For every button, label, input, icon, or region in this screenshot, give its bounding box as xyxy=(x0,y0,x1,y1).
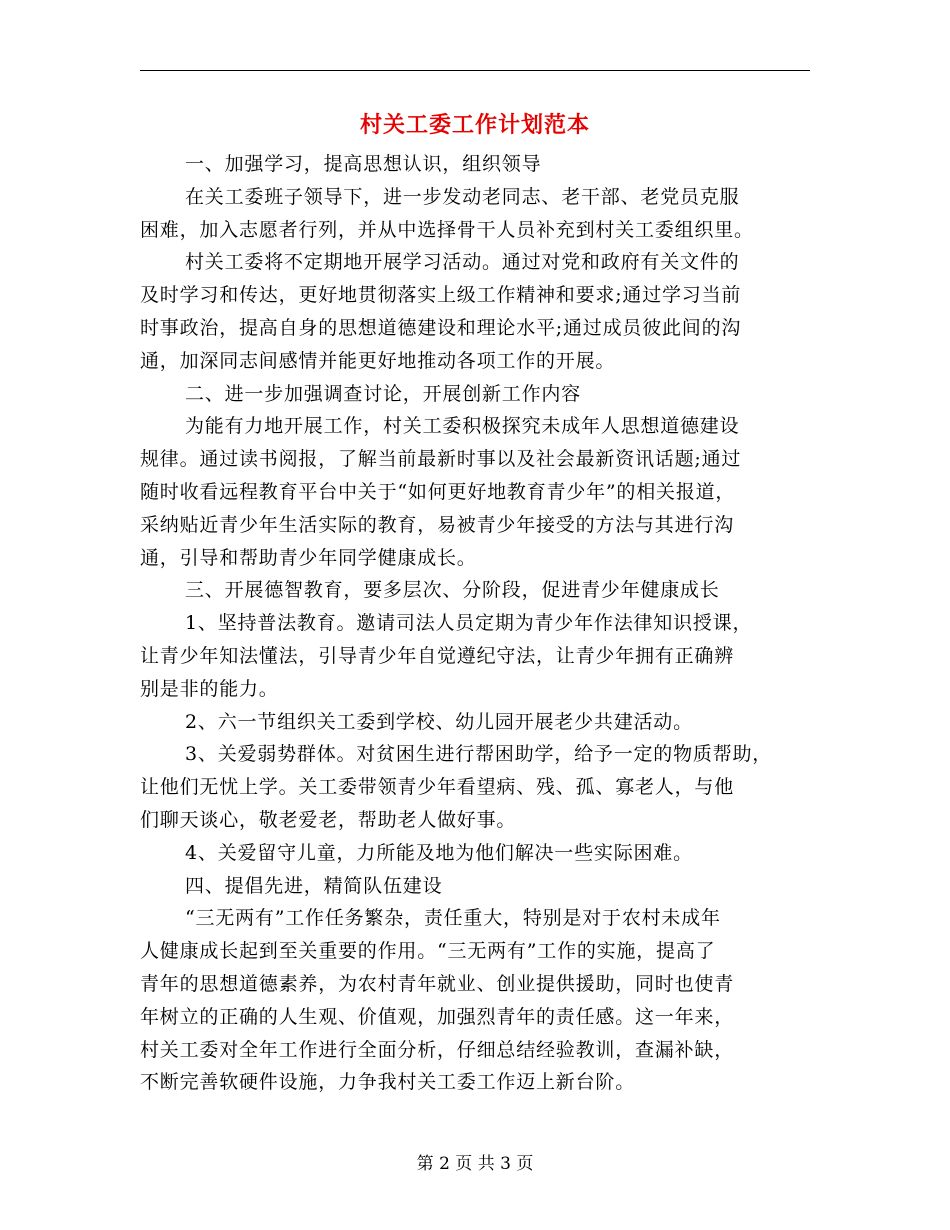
text-line: 时事政治，提高自身的思想道德建设和理论水平;通过成员彼此间的沟 xyxy=(140,316,742,339)
text-line: 在关工委班子领导下，进一步发动老同志、老干部、老党员克服 xyxy=(185,185,740,208)
page-footer xyxy=(0,1152,950,1176)
text-line: 青年的思想道德素养，为农村青年就业、创业提供援助，同时也使青 xyxy=(140,972,735,995)
text-line: 别是非的能力。 xyxy=(140,677,279,700)
text-line: 们聊天谈心，敬老爱老，帮助老人做好事。 xyxy=(140,808,517,831)
text-line: 一、加强学习，提高思想认识，组织领导 xyxy=(185,153,542,175)
text-line: 困难，加入志愿者行列，并从中选择骨干人员补充到村关工委组织里。 xyxy=(140,218,754,241)
text-line: 规律。通过读书阅报，了解当前最新时事以及社会最新资讯话题;通过 xyxy=(140,448,742,471)
text-line: 2、六一节组织关工委到学校、幼儿园开展老少共建活动。 xyxy=(185,710,693,733)
text-line: 让他们无忧上学。关工委带领青少年看望病、残、孤、寡老人，与他 xyxy=(140,776,735,799)
text-line: 采纳贴近青少年生活实际的教育，易被青少年接受的方法与其进行沟 xyxy=(140,513,735,536)
text-line: 3、关爱弱势群体。对贫困生进行帮困助学，给予一定的物质帮助， xyxy=(185,743,773,766)
text-line: 人健康成长起到至关重要的作用。“三无两有”工作的实施，提高了 xyxy=(140,940,716,963)
header-rule xyxy=(140,70,810,71)
text-line: “三无两有”工作任务繁杂，责任重大，特别是对于农村未成年 xyxy=(185,907,721,930)
text-line: 二、进一步加强调查讨论，开展创新工作内容 xyxy=(185,382,582,405)
text-line: 年树立的正确的人生观、价值观，加强烈青年的责任感。这一年来， xyxy=(140,1005,735,1028)
text-line: 通，引导和帮助青少年同学健康成长。 xyxy=(140,546,477,569)
document-title: 村关工委工作计划范本 xyxy=(359,112,590,138)
text-line: 不断完善软硬件设施，力争我村关工委工作迈上新台阶。 xyxy=(140,1071,636,1094)
text-line: 三、开展德智教育，要多层次、分阶段，促进青少年健康成长 xyxy=(185,579,720,602)
text-line: 村关工委将不定期地开展学习活动。通过对党和政府有关文件的 xyxy=(185,251,740,274)
text-line: 村关工委对全年工作进行全面分析，仔细总结经验教训，查漏补缺， xyxy=(140,1038,735,1061)
text-line: 1、坚持普法教育。邀请司法人员定期为青少年作法律知识授课， xyxy=(185,612,753,635)
text-line: 随时收看远程教育平台中关于“如何更好地教育青少年”的相关报道， xyxy=(140,480,736,503)
text-line: 为能有力地开展工作，村关工委积极探究未成年人思想道德建设 xyxy=(185,415,740,438)
document-body xyxy=(140,148,810,1099)
text-line: 让青少年知法懂法，引导青少年自觉遵纪守法，让青少年拥有正确辨 xyxy=(140,644,735,667)
page-number: 第 2 页 共 3 页 xyxy=(416,1154,534,1174)
text-line: 及时学习和传达，更好地贯彻落实上级工作精神和要求;通过学习当前 xyxy=(140,284,742,307)
text-line: 通，加深同志间感情并能更好地推动各项工作的开展。 xyxy=(140,349,616,372)
text-line: 四、提倡先进，精简队伍建设 xyxy=(185,874,443,897)
text-line: 4、关爱留守儿童，力所能及地为他们解决一些实际困难。 xyxy=(185,841,693,864)
